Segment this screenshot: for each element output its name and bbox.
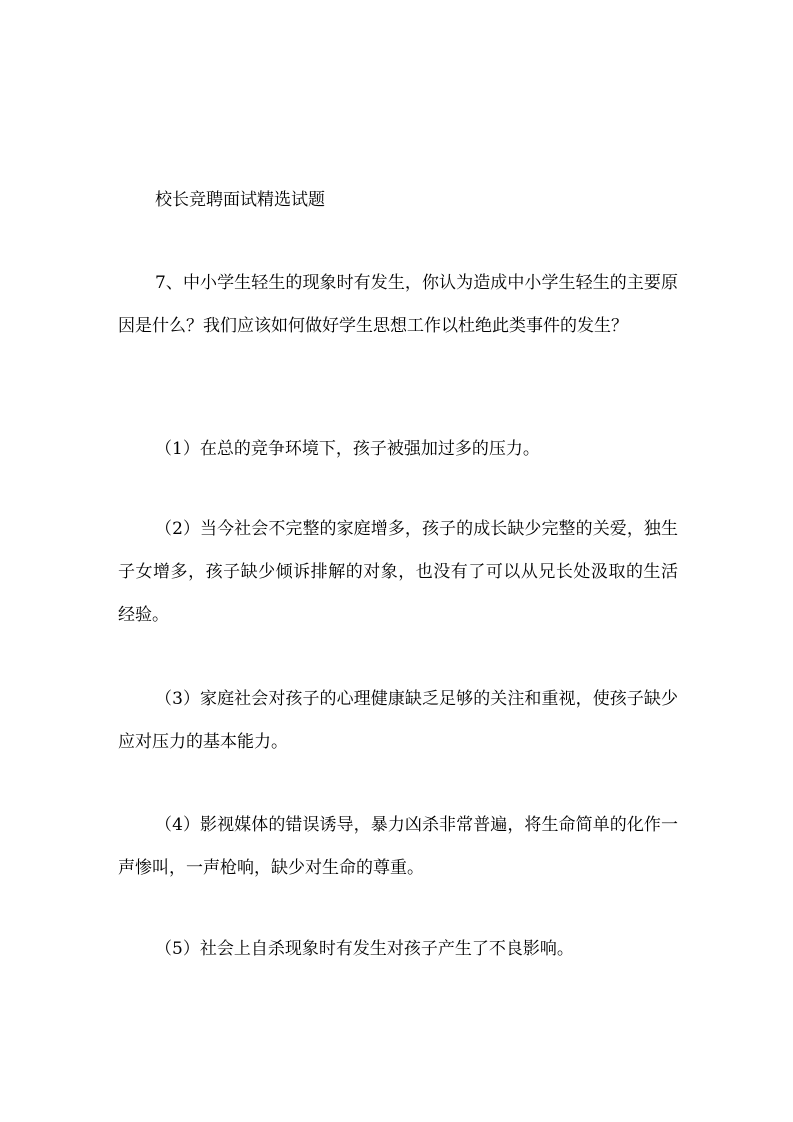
answer-item-3: （3）家庭社会对孩子的心理健康缺乏足够的关注和重视，使孩子缺少应对压力的基本能力。 — [118, 689, 678, 752]
answer-item-5: （5）社会上自杀现象时有发生对孩子产生了不良影响。 — [155, 939, 574, 959]
answer-item-4: （4）影视媒体的错误诱导，暴力凶杀非常普遍，将生命简单的化作一声惨叫，一声枪响，缺少对生命的尊重。 — [118, 815, 678, 878]
document-title: 校长竞聘面试精选试题 — [155, 190, 325, 210]
question-paragraph: 7、中小学生轻生的现象时有发生，你认为造成中小学生轻生的主要原因是什么？我们应该如何做好学生思想工作以杜绝此类事件的发生？ — [118, 273, 678, 336]
answer-item-2: （2）当今社会不完整的家庭增多，孩子的成长缺少完整的关爱，独生子女增多，孩子缺少倾诉排解的对象，也没有了可以从兄长处汲取的生活经验。 — [118, 519, 678, 625]
answer-item-1: （1）在总的竞争环境下，孩子被强加过多的压力。 — [155, 439, 540, 459]
